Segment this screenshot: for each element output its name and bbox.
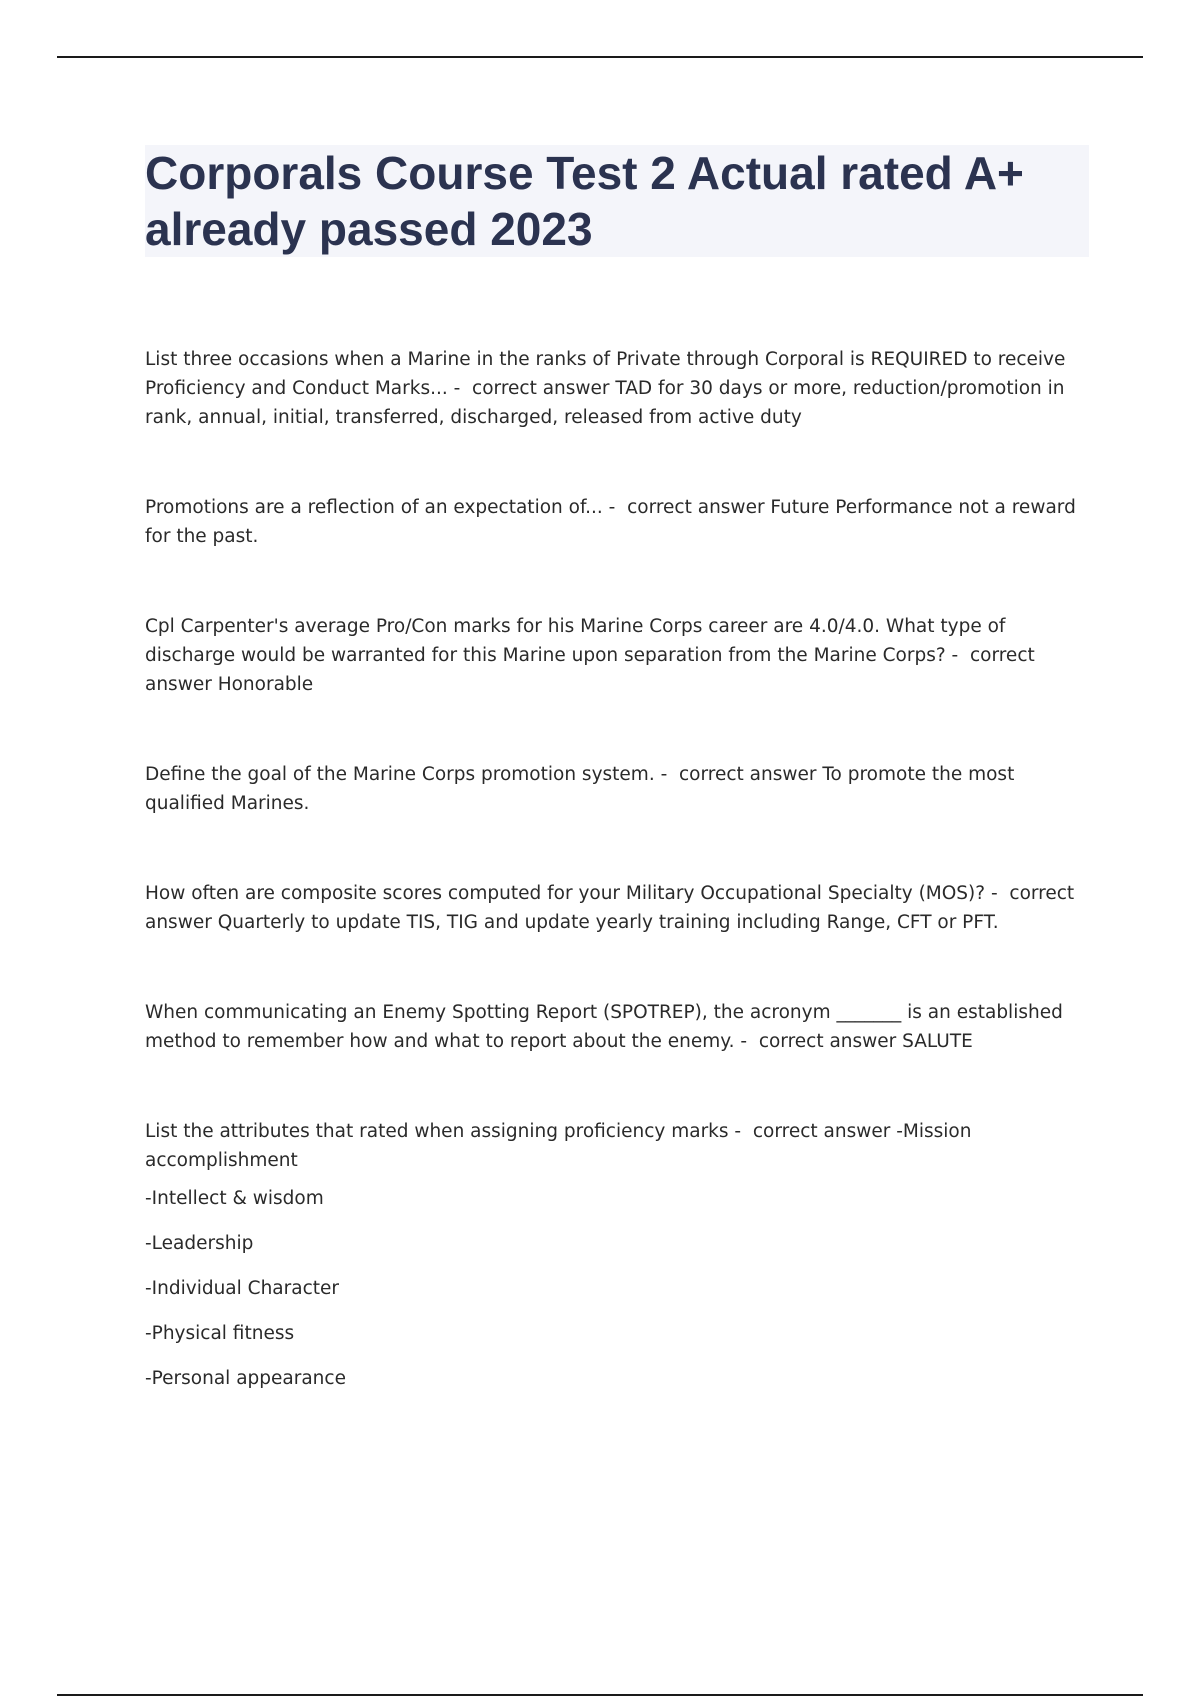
qa-item: When communicating an Enemy Spotting Report (SPOTREP), the acronym _______ is an established method to remember how and what to report about the enemy. - correct answer SALUTE bbox=[145, 1002, 1069, 1052]
qa-item: List the attributes that rated when assigning proficiency marks - correct answer -Mission accomplishment bbox=[145, 1121, 978, 1171]
qa-item: Promotions are a reflection of an expectation of... - correct answer Future Performance not a reward for the past. bbox=[145, 497, 1082, 547]
top-divider bbox=[57, 56, 1143, 58]
qa-item: Cpl Carpenter's average Pro/Con marks for his Marine Corps career are 4.0/4.0. What type of discharge would be warranted for this Marine upon separation from the Marine Corps? - correct answer Honorable bbox=[145, 616, 1041, 695]
qa-item: How often are composite scores computed for your Military Occupational Specialty (MOS)? - correct answer Quarterly to update TIS, TIG and update yearly training including Range, CFT or PFT. bbox=[145, 883, 1081, 933]
attribute-item: -Individual Character bbox=[145, 1278, 339, 1299]
bottom-divider bbox=[57, 1694, 1143, 1696]
attribute-item: -Personal appearance bbox=[145, 1368, 346, 1389]
document-body bbox=[145, 345, 1090, 1409]
page-title: Corporals Course Test 2 Actual rated A+ already passed 2023 bbox=[145, 147, 1024, 255]
title-block bbox=[145, 145, 1089, 257]
attribute-list bbox=[145, 1184, 1090, 1393]
attribute-item: -Intellect & wisdom bbox=[145, 1188, 324, 1209]
qa-item: List three occasions when a Marine in the ranks of Private through Corporal is REQUIRED to receive Proficiency and Conduct Marks... - correct answer TAD for 30 days or more, reduction/promotion in rank, annual, initial, transferred, discharged, released from active duty bbox=[145, 349, 1072, 428]
qa-item: Define the goal of the Marine Corps promotion system. - correct answer To promote the most qualified Marines. bbox=[145, 764, 1021, 814]
attribute-item: -Physical fitness bbox=[145, 1323, 295, 1344]
attribute-item: -Leadership bbox=[145, 1233, 254, 1254]
